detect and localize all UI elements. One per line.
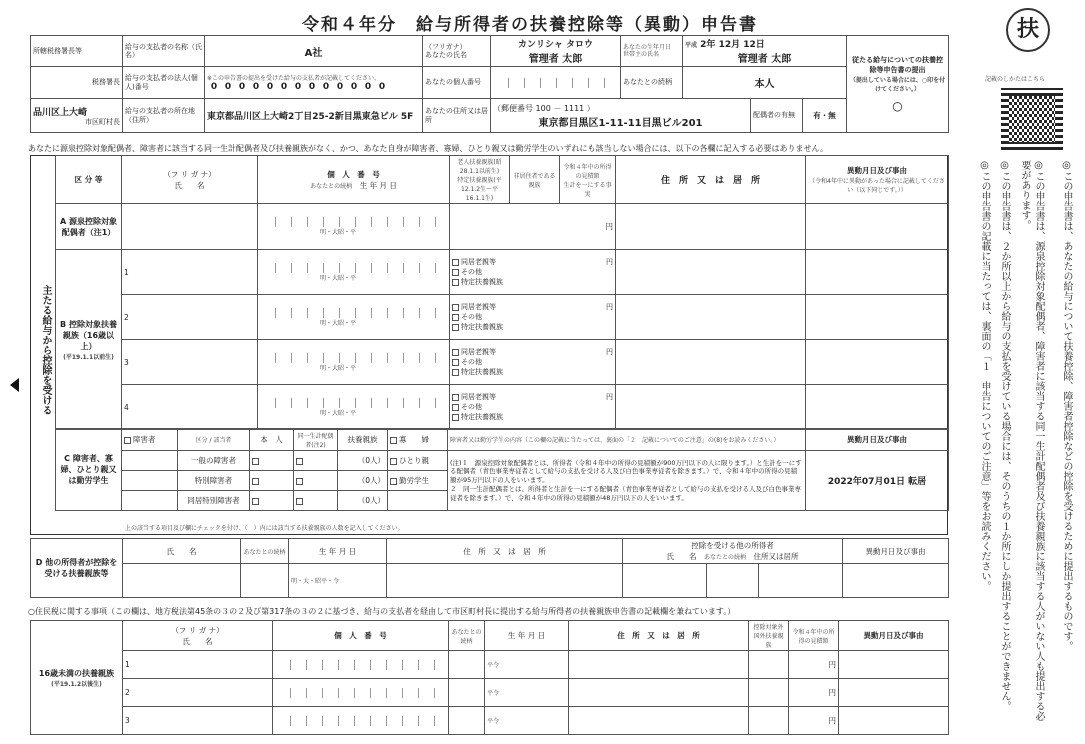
month-unit: 月 — [731, 40, 741, 50]
spouse-field[interactable]: 有・無 — [803, 99, 847, 133]
left-arrow-icon[interactable] — [10, 378, 19, 392]
s16-overseas-2[interactable] — [749, 679, 789, 707]
c-persons-2[interactable]: （0人） — [338, 471, 388, 491]
payer-number-note: ※この申告書の提出を受けた給与の支払者が記載してください。 — [207, 75, 381, 82]
tax-office-field[interactable]: 品川区上大崎 — [33, 107, 88, 118]
opt-tokutei[interactable]: 特定扶養親族 — [461, 368, 504, 376]
d-col-birth: 生 年 月 日 — [289, 539, 387, 564]
city-label: 市区町村長 — [85, 117, 120, 126]
d-label: 他の所得者が控除を受ける扶養親族等 — [44, 558, 118, 578]
s16-change-2[interactable] — [839, 679, 949, 707]
payer-number-label: 給与の支払者の法人(個人)番号 — [123, 67, 205, 99]
c-change-field[interactable]: 2022年07月01日 転居 — [806, 451, 949, 511]
payer-address-field[interactable]: 東京都品川区上大崎2丁目25-2新目黒東急ビル 5F — [205, 99, 423, 133]
chk-disabled[interactable]: 障害者 — [133, 435, 156, 444]
opt-dokyo[interactable]: 同居老親等 — [461, 258, 497, 266]
s16-col-name: 氏 名 — [182, 636, 213, 646]
payer-number-digit[interactable]: 0 — [280, 82, 288, 92]
secondary-mark[interactable]: ○ — [892, 99, 903, 113]
s16-era-1[interactable]: 平令 — [485, 651, 569, 679]
sidebar-line2: ◎この申告書は、源泉控除対象配偶者、障害者に該当する同一生計配偶者及び扶養親族に該当する人がいない人も提出する必要があります。 — [1019, 160, 1044, 721]
s16-col-relation: あなたとの続柄 — [449, 621, 485, 651]
c-col-self: 本 人 — [250, 429, 294, 451]
d-col-other-rel: あなたとの続柄 — [703, 554, 746, 561]
row-b-label: 控除対象扶養親族（16歳以上） — [62, 319, 117, 351]
row-b3-address[interactable] — [616, 340, 806, 385]
s16-name-3[interactable] — [123, 707, 273, 735]
d-era[interactable]: 明・大・昭平・令 — [289, 564, 387, 598]
spouse-label: 配偶者の有無 — [751, 99, 803, 133]
d-other-addr-field[interactable] — [759, 564, 843, 598]
col-name: 氏 名 — [174, 180, 205, 190]
opt-sonota[interactable]: その他 — [461, 403, 483, 411]
birth-label: あなたの生年月日 — [623, 43, 672, 51]
yen: 円 — [606, 393, 614, 401]
s16-col-address: 住 所 又 は 居 所 — [569, 621, 749, 651]
furigana-field[interactable]: カンリシャ タロウ — [518, 40, 593, 50]
row-a-era: 明・大昭・平 — [320, 229, 357, 236]
opt-tokutei[interactable]: 特定扶養親族 — [461, 323, 504, 331]
sidebar-line1: ◎この申告書は、あなたの給与について扶養控除、障害者控除などの控除を受けるために提出するものです。 — [1061, 160, 1072, 651]
furigana-label: （フリガナ） — [425, 42, 467, 51]
c-note2: ２ 同一生計配偶者とは、所得者と生計を一にする配偶者（青色事業専従者として給与の支払を受ける人及び白色事業専従者を除きます。）で、令和４年中の所得の見積額が48万円以下の人をいいます。 — [450, 484, 801, 502]
relation-field[interactable]: 本人 — [683, 67, 847, 99]
payer-number-digit[interactable]: 0 — [350, 82, 358, 92]
c-row2: 特別障害者 — [178, 471, 250, 491]
row-num: 1 — [124, 267, 129, 277]
section-16-table — [30, 620, 949, 735]
row-b4-change[interactable] — [806, 385, 949, 430]
row-a-label: 源泉控除対象配偶者（注1） — [61, 216, 117, 237]
row-num: 2 — [124, 312, 129, 322]
col-birth: 生 年 月 日 — [359, 180, 397, 190]
row-b2-number[interactable] — [258, 295, 450, 340]
c-col-dependent: 扶養親族 — [338, 429, 388, 451]
personal-number-label: あなたの個人番号 — [423, 67, 491, 99]
row-b2-era: 明・大昭・平 — [320, 319, 357, 327]
main-side-label: 主たる給与から控除を受ける — [40, 285, 51, 415]
row-num: 3 — [125, 716, 130, 725]
row-b3-name[interactable] — [122, 340, 258, 385]
birth-day[interactable]: 12 — [743, 40, 756, 50]
s16-overseas-1[interactable] — [749, 651, 789, 679]
jumin-note: ○住民税に関する事項（この欄は、地方税法第45条の３の２及び第317条の３の２に基づき、給与の支払者を経由して市区町村長に提出する給与所得者の扶養親族申告書の記載欄を兼ねています。） — [28, 607, 736, 616]
c-row1: 一般の障害者 — [178, 451, 250, 471]
chk-kafu[interactable]: 寡 婦 — [399, 435, 429, 444]
postal-field[interactable]: （郵便番号 100 － 1111 ） — [493, 103, 595, 113]
d-col-relation: あなたとの続柄 — [241, 539, 289, 564]
d-col-address: 住 所 又 は 居 所 — [387, 539, 623, 564]
row-a-name[interactable] — [122, 204, 258, 250]
opt-sonota[interactable]: その他 — [461, 358, 483, 366]
chk-hitorioya[interactable]: ひとり親 — [399, 456, 429, 465]
yen: 円 — [606, 258, 614, 266]
d-change-field[interactable] — [843, 564, 949, 598]
c-letter: C — [64, 454, 71, 463]
row-num: 1 — [125, 660, 130, 669]
s16-col-number: 個 人 番 号 — [273, 621, 449, 651]
payer-number-field[interactable] — [207, 82, 420, 92]
d-col-other-name: 氏 名 — [666, 552, 697, 561]
row-b1-name[interactable] — [122, 250, 258, 295]
d-address-field[interactable] — [387, 564, 623, 598]
s16-label: 16歳未満の扶養親族 — [38, 668, 115, 678]
col-estimate: 令和４年中の所得の見積額 — [563, 163, 612, 180]
col-income-a: 老人扶養親族(昭28.1.1以前生) — [457, 159, 502, 175]
payer-number-digit[interactable]: 0 — [210, 82, 218, 92]
s16-number-2[interactable] — [273, 679, 449, 707]
sidebar-line3: ◎この申告書は、２か所以上から給与の支払を受けている場合には、そのうちの１か所にしか提出することができません。 — [999, 160, 1010, 711]
d-relation-field[interactable] — [241, 564, 289, 598]
payer-name-label: 給与の支払者の名称（氏名） — [123, 36, 205, 67]
tax-office-label: 所轄税務署長等 — [31, 36, 123, 67]
row-b4-era: 明・大昭・平 — [320, 409, 357, 417]
dependents-table — [55, 155, 949, 430]
householder-label: 世帯主の氏名 — [623, 51, 660, 58]
row-b1-change[interactable] — [806, 250, 949, 295]
s16-relation-2[interactable] — [449, 679, 485, 707]
secondary-note: （提出している場合には、○印を付けてください。） — [849, 77, 946, 93]
d-col-other: 控除を受ける他の所得者 — [691, 541, 774, 550]
your-name-label: あなたの氏名 — [425, 51, 467, 59]
opt-tokutei[interactable]: 特定扶養親族 — [461, 413, 504, 421]
col-change: 異動月日及び事由 — [847, 166, 908, 175]
col-nonresident: 非居住者である親族 — [510, 156, 560, 204]
row-a-yen[interactable]: 円 — [450, 204, 616, 250]
opt-tokutei[interactable]: 特定扶養親族 — [461, 278, 504, 286]
d-other-rel-field[interactable] — [707, 564, 759, 598]
tax-office-suffix: 税務署長 — [31, 67, 123, 99]
payer-number-digit[interactable]: 0 — [294, 82, 302, 92]
s16-number-1[interactable] — [273, 651, 449, 679]
c-note1: (注)１ 源泉控除対象配偶者とは、所得者（令和４年中の所得の見積額が900万円以下の人に限ります。）と生計を一にする配偶者（青色事業専従者として給与の支払を受ける人及び白色事業専従者を除きます。）で、令和４年中の所得の見積額が95万円以下の人をいいます。 — [450, 458, 802, 485]
s16-era-2[interactable]: 平令 — [485, 679, 569, 707]
s16-era-3[interactable]: 平令 — [485, 707, 569, 735]
s16-overseas-3[interactable] — [749, 707, 789, 735]
payer-number-digit[interactable]: 0 — [364, 82, 372, 92]
personal-number-field[interactable] — [491, 67, 621, 99]
sidebar-line4: ◎この申告書の記載に当たっては、裏面の「１ 申告についてのご注意」等をお読みください。 — [979, 160, 990, 591]
opt-dokyo[interactable]: 同居老親等 — [461, 303, 497, 311]
c-check-note: 上の該当する項目及び欄にチェックを付け、（ ）内には該当する扶養親族の人数を記入してください。 — [125, 525, 404, 532]
col-furigana: （フ リ ガ ナ） — [163, 169, 216, 179]
s16-number-3[interactable] — [273, 707, 449, 735]
s16-relation-1[interactable] — [449, 651, 485, 679]
payer-number-digit[interactable]: 0 — [266, 82, 274, 92]
fu-mark: 扶 — [1006, 8, 1050, 52]
row-b4-address[interactable] — [616, 385, 806, 430]
qr-code-icon[interactable] — [1001, 88, 1063, 150]
row-num: 3 — [124, 357, 129, 367]
qr-caption: 記載のしかたはこちら — [985, 76, 1046, 83]
col-income-b: 特定扶養親族(平12.1.2生〜平16.1.1生) — [457, 177, 502, 202]
notice-text: あなたに源泉控除対象配偶者、障害者に該当する同一生計配偶者及び扶養親族がなく、かつ、あなた自身が障害者、寡婦、ひとり親又は勤労学生のいずれにも該当しない場合には、以下の各欄に記入する必要はありません。 — [28, 144, 828, 153]
c-col-gaito: 該当者 — [213, 437, 232, 444]
row-b1-address[interactable] — [616, 250, 806, 295]
d-col-change: 異動月日及び事由 — [843, 539, 949, 564]
s16-yen-1[interactable]: 円 — [789, 651, 839, 679]
row-b3-change[interactable] — [806, 340, 949, 385]
d-other-name-field[interactable] — [623, 564, 707, 598]
s16-change-1[interactable] — [839, 651, 949, 679]
row-b1-number[interactable] — [258, 250, 450, 295]
row-a-number[interactable] — [258, 204, 450, 250]
s16-name-1[interactable] — [123, 651, 273, 679]
col-relation: あなたとの続柄 — [310, 182, 353, 190]
row-b4-number[interactable] — [258, 385, 450, 430]
d-col-name: 氏 名 — [123, 539, 241, 564]
relation-label: あなたとの続柄 — [621, 67, 683, 99]
opt-sonota[interactable]: その他 — [461, 268, 483, 276]
secondary-label: 従たる給与についての扶養控除等申告書の提出 — [852, 56, 943, 74]
row-a-change[interactable] — [806, 204, 949, 250]
row-a-letter: A — [60, 216, 67, 226]
row-num: 2 — [125, 688, 130, 697]
s16-relation-3[interactable] — [449, 707, 485, 735]
address-field[interactable]: 東京都目黒区1-11-11目黒ビル201 — [538, 117, 703, 129]
birth-year[interactable]: 2 — [700, 40, 707, 50]
opt-sonota[interactable]: その他 — [461, 313, 483, 321]
c-row3: 同居特別障害者 — [178, 491, 250, 511]
col-kubun: 区 分 等 — [56, 156, 122, 204]
s16-address-3[interactable] — [569, 707, 749, 735]
col-number: 個 人 番 号 — [327, 169, 380, 179]
d-col-other-addr: 住所又は居所 — [753, 552, 799, 561]
s16-name-2[interactable] — [123, 679, 273, 707]
row-b4-name[interactable] — [122, 385, 258, 430]
s16-col-change: 異動月日及び事由 — [839, 621, 949, 651]
section-d-table — [30, 538, 949, 598]
col-change-note: （令和4年中に異動があった場合に記載してください（以下同じです。）） — [809, 178, 945, 194]
day-unit: 日 — [755, 40, 765, 50]
payer-number-digit[interactable]: 0 — [238, 82, 246, 92]
section-c-table: C 障害者、寡婦、ひとり親又は勤労学生 障害者 区分 / 該当者 本 人 同一生計配偶者(注2) 扶養親族 寡 婦 障害者又は勤労学生の内容（この欄の記載に当たっては、裏面の「２ 記載についてのご注意」の(8)をお読みください。） 異動月日及び事由 一般の障害者 （0人） ひとり親 (注)１ 源泉控除対象配偶者とは、所得者（令和４年中の所得の見積額が900万円以下の人に限ります。）と生計を一にする配偶者（青色事業専従者として給与の支払を受ける人及び白色事業専従者を除きます。）で、令和４年中の所得の見積額が95万円以下の人をいいます。 ２ 同一生計配偶者とは、所得者と生計を一にする配偶者（青色事業専従者として給与の支払を受ける人及び白色事業専従者を除きます。）で、令和４年中の所得の見積額が48万円以下の人をいいます。 2022年07月01日 転居 特別障害者 （0人） 勤労学生 同居特別障害者 （0人） — [55, 428, 949, 511]
row-b2-address[interactable] — [616, 295, 806, 340]
d-letter: D — [35, 558, 43, 567]
your-name-field[interactable]: 管理者 太郎 — [528, 54, 583, 65]
s16-address-1[interactable] — [569, 651, 749, 679]
d-name-field[interactable] — [123, 564, 241, 598]
birth-month[interactable]: 12 — [718, 40, 732, 50]
c-col-kubun: 区分 — [195, 437, 208, 444]
row-b-sub: (平19.1.1以前生) — [63, 353, 114, 361]
opt-dokyo[interactable]: 同居老親等 — [461, 393, 497, 401]
yen: 円 — [606, 348, 614, 356]
payer-number-digit[interactable]: 0 — [322, 82, 330, 92]
s16-col-overseas: 控除対象外国外扶養親族 — [749, 621, 789, 651]
c-persons-3[interactable]: （0人） — [338, 491, 388, 511]
year-unit: 年 — [706, 40, 716, 50]
row-b1-era: 明・大昭・平 — [320, 274, 357, 282]
row-num: 4 — [124, 402, 129, 412]
payer-number-digit[interactable]: 0 — [224, 82, 232, 92]
s16-col-estimate: 令和４年中の所得の見積額 — [789, 621, 839, 651]
col-same: 生計を一にする事実 — [563, 181, 612, 198]
householder-field[interactable]: 管理者 太郎 — [737, 54, 792, 65]
address-label: あなたの住所又は居所 — [423, 99, 491, 133]
row-a-address[interactable] — [616, 204, 806, 250]
row-b-letter: B — [60, 319, 67, 329]
payer-number-digit[interactable]: 0 — [308, 82, 316, 92]
s16-address-2[interactable] — [569, 679, 749, 707]
row-b2-name[interactable] — [122, 295, 258, 340]
chk-kinro[interactable]: 勤労学生 — [399, 476, 429, 485]
c-col-spouse: 同一生計配偶者(注2) — [294, 429, 338, 451]
row-b2-change[interactable] — [806, 295, 949, 340]
payer-number-digit[interactable]: 0 — [252, 82, 260, 92]
s16-col-furigana: （フ リ ガ ナ） — [171, 625, 224, 635]
payer-name-field[interactable]: A社 — [205, 36, 423, 67]
c-change-label: 異動月日及び事由 — [806, 429, 949, 451]
s16-sub: (平19.1.2以後生) — [51, 680, 102, 688]
s16-col-birth: 生 年 月 日 — [485, 621, 569, 651]
payer-number-digit[interactable]: 0 — [378, 82, 386, 92]
row-b3-number[interactable] — [258, 340, 450, 385]
birth-era: 平成 — [685, 42, 698, 49]
page-title: 令和４年分 給与所得者の扶養控除等（異動）申告書 — [302, 15, 758, 35]
opt-dokyo[interactable]: 同居老親等 — [461, 348, 497, 356]
col-address: 住 所 又 は 居 所 — [616, 156, 806, 204]
yen: 円 — [606, 303, 614, 311]
s16-yen-3[interactable]: 円 — [789, 707, 839, 735]
c-content-label: 障害者又は勤労学生の内容（この欄の記載に当たっては、裏面の「２ 記載についてのご注意」の(8)をお読みください。） — [448, 429, 806, 451]
payer-address-label: 給与の支払者の所在地（住所） — [123, 99, 205, 133]
row-b3-era: 明・大昭・平 — [320, 364, 357, 372]
c-persons-1[interactable]: （0人） — [338, 451, 388, 471]
s16-yen-2[interactable]: 円 — [789, 679, 839, 707]
s16-change-3[interactable] — [839, 707, 949, 735]
header-table — [30, 35, 949, 133]
c-label: 障害者、寡婦、ひとり親又は勤労学生 — [60, 454, 117, 485]
payer-number-digit[interactable]: 0 — [336, 82, 344, 92]
